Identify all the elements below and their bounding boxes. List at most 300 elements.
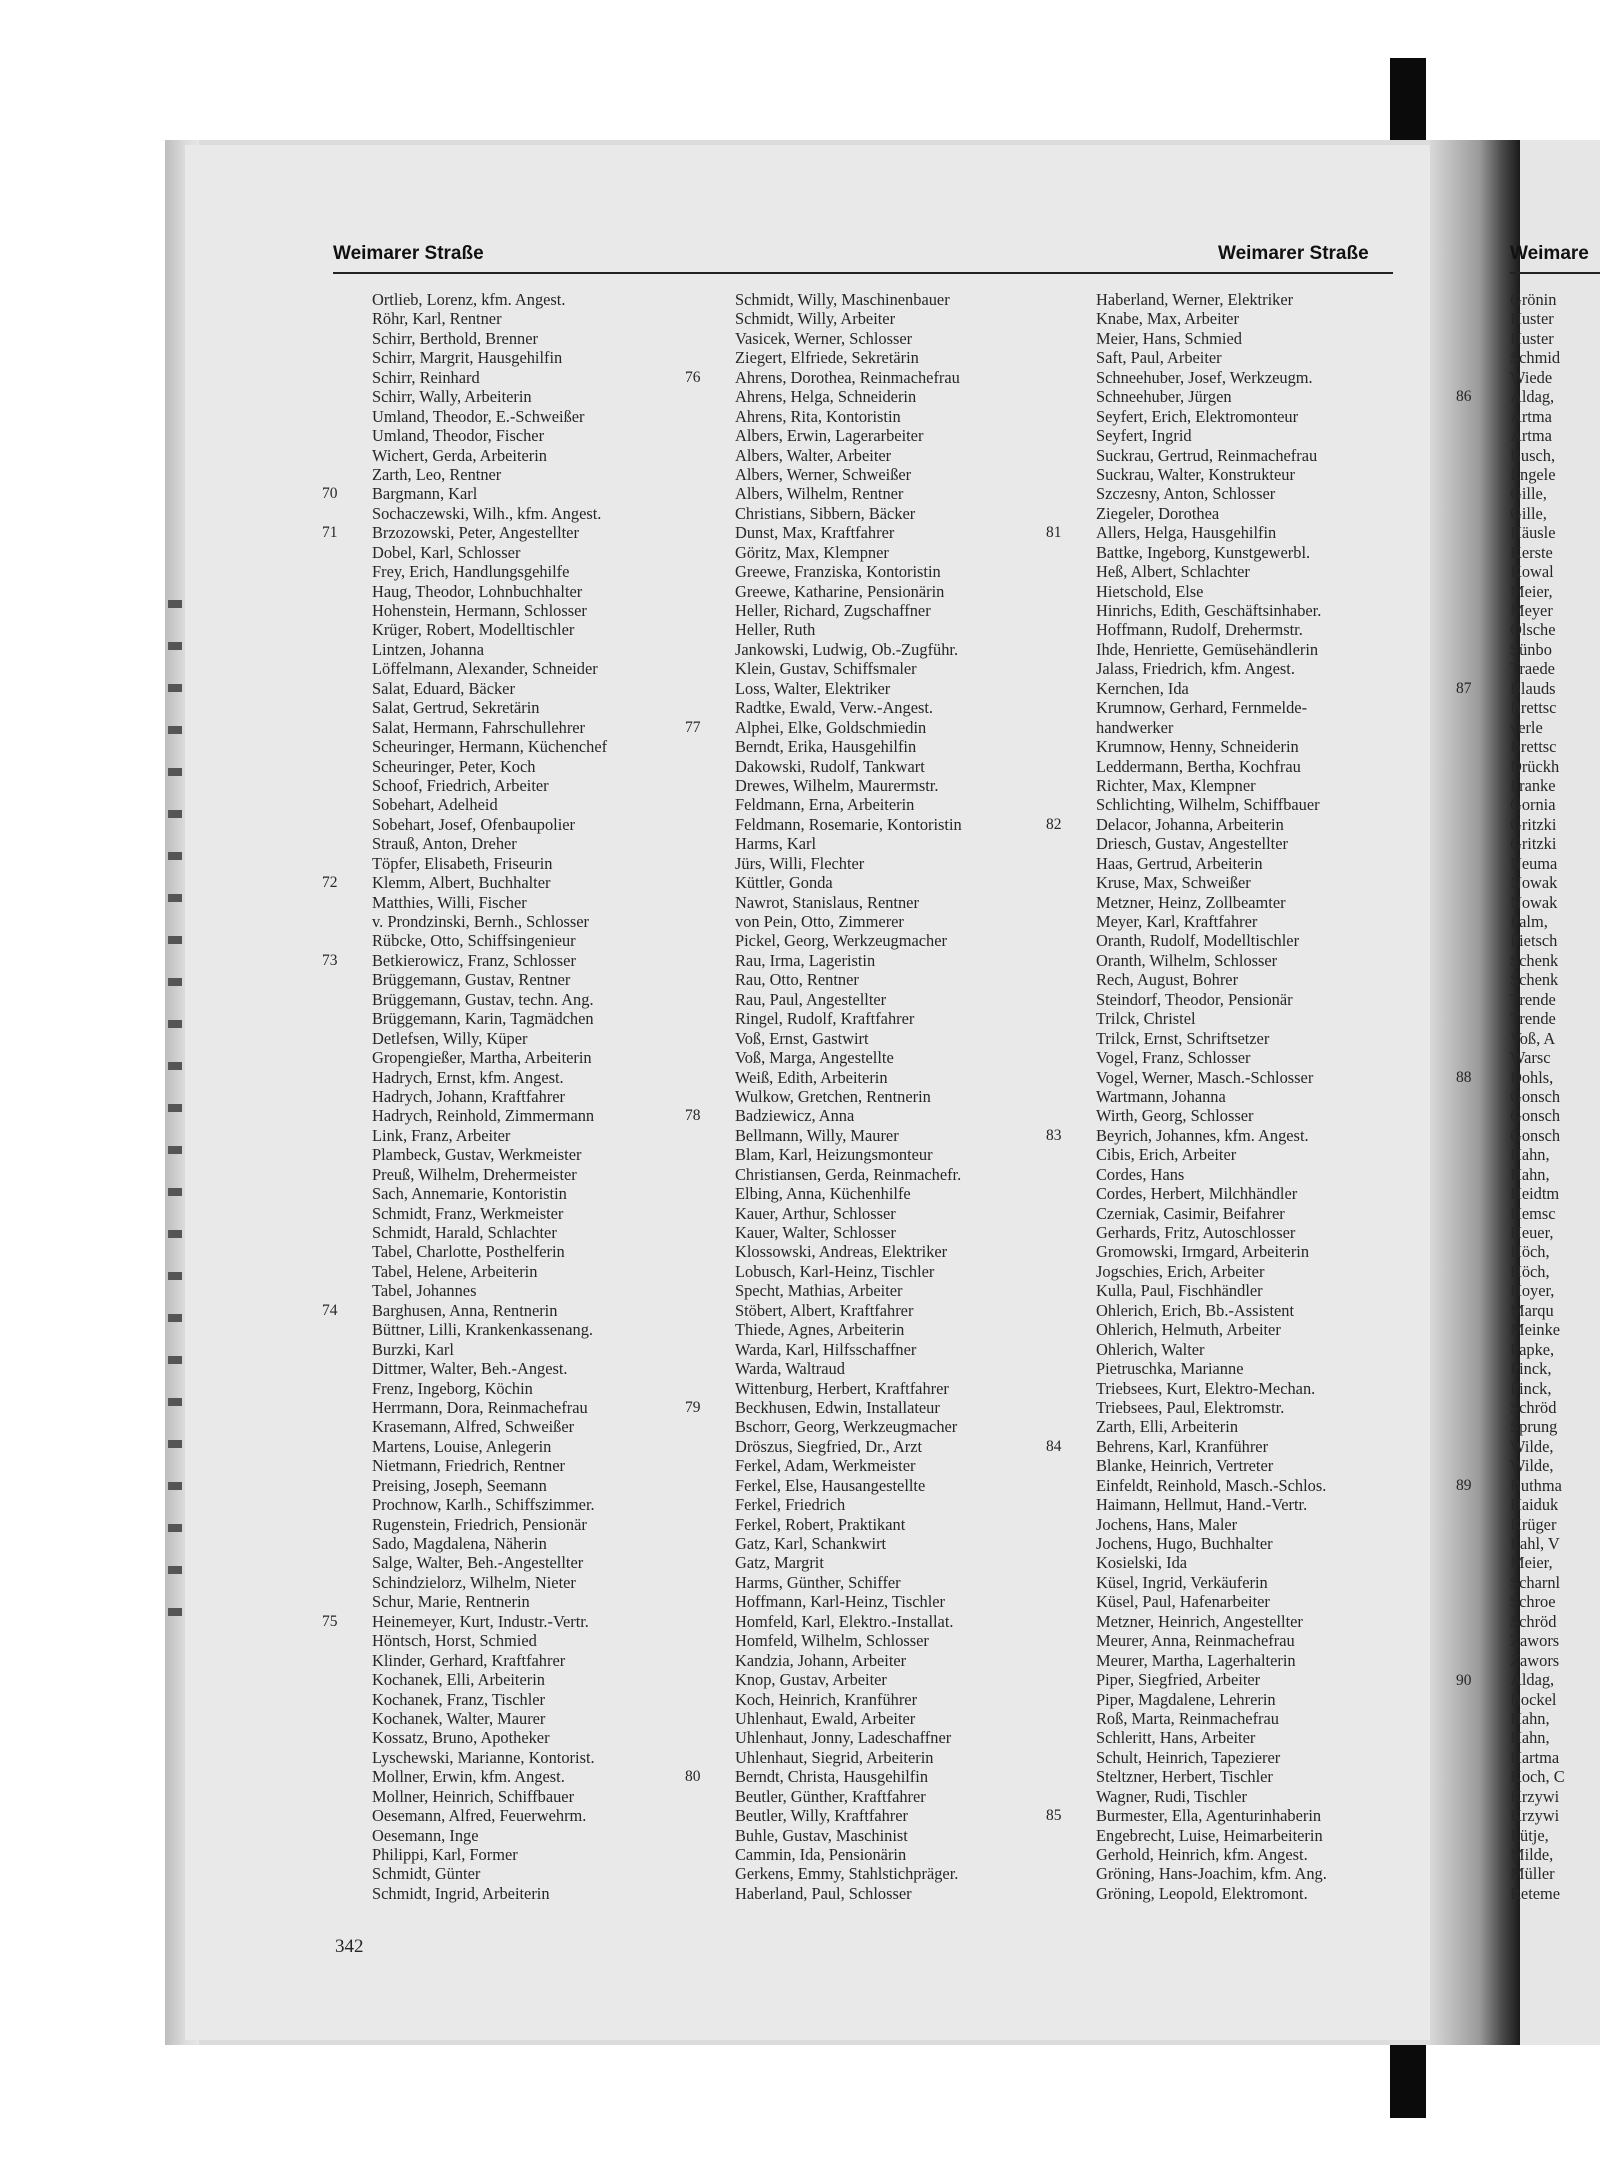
resident-entry-text: Blam, Karl, Heizungsmonteur bbox=[735, 1145, 933, 1165]
directory-entry bbox=[322, 1611, 742, 1631]
directory-entry bbox=[372, 1165, 742, 1184]
directory-entry bbox=[372, 1281, 742, 1300]
directory-entry bbox=[685, 1767, 1105, 1787]
resident-entry-text: Harms, Günther, Schiffer bbox=[735, 1572, 901, 1592]
directory-entry bbox=[1096, 679, 1466, 698]
next-page-entry bbox=[1510, 1048, 1600, 1067]
next-page-entry-text: Schenk bbox=[1510, 970, 1559, 990]
next-page-entry-text: Nowak bbox=[1510, 892, 1558, 912]
next-page-entry-text: Marqu bbox=[1510, 1300, 1554, 1320]
directory-entry bbox=[735, 387, 1105, 406]
next-page-entry bbox=[1510, 309, 1600, 328]
directory-entry bbox=[735, 1242, 1105, 1261]
directory-entry bbox=[1096, 446, 1466, 465]
directory-entry bbox=[735, 698, 1105, 717]
directory-entry bbox=[372, 582, 742, 601]
next-page-entry-text: Gonsch bbox=[1510, 1106, 1561, 1126]
directory-entry bbox=[372, 990, 742, 1009]
directory-entry bbox=[1046, 1436, 1466, 1456]
resident-entry-text: Jogschies, Erich, Arbeiter bbox=[1096, 1261, 1265, 1281]
directory-entry bbox=[735, 970, 1105, 989]
next-page-entry bbox=[1510, 1009, 1600, 1028]
resident-entry-text: Badziewicz, Anna bbox=[735, 1106, 855, 1126]
resident-entry-text: Vogel, Franz, Schlosser bbox=[1096, 1048, 1251, 1068]
next-page-entry bbox=[1510, 873, 1600, 892]
resident-entry-text: Matthies, Willi, Fischer bbox=[372, 892, 527, 912]
next-page-entry bbox=[1510, 1281, 1600, 1300]
directory-entry bbox=[1096, 659, 1466, 678]
resident-entry-text: Elbing, Anna, Küchenhilfe bbox=[735, 1184, 911, 1204]
resident-entry-text: Gatz, Karl, Schankwirt bbox=[735, 1534, 887, 1553]
resident-entry-text: Engebrecht, Luise, Heimarbeiterin bbox=[1096, 1825, 1323, 1845]
resident-entry-text: Schult, Heinrich, Tapezierer bbox=[1096, 1747, 1281, 1767]
resident-entry-text: Suckrau, Gertrud, Reinmachefrau bbox=[1096, 445, 1318, 465]
house-number: 78 bbox=[685, 1107, 701, 1125]
directory-entry bbox=[735, 1670, 1105, 1689]
resident-entry-text: Ortlieb, Lorenz, kfm. Angest. bbox=[372, 290, 566, 309]
directory-entry bbox=[1096, 1651, 1466, 1670]
directory-entry bbox=[735, 407, 1105, 426]
resident-entry-text: Richter, Max, Klempner bbox=[1096, 775, 1256, 795]
directory-entry bbox=[1096, 1767, 1466, 1786]
next-page-column bbox=[1510, 290, 1600, 1903]
directory-entry bbox=[372, 1884, 742, 1903]
resident-entry-text: Piper, Magdalene, Lehrerin bbox=[1096, 1689, 1276, 1709]
resident-entry-text: Harms, Karl bbox=[735, 834, 817, 854]
next-page-entry-text: Hemsc bbox=[1510, 1203, 1556, 1223]
directory-entry bbox=[735, 912, 1105, 931]
resident-entry-text: Kossatz, Bruno, Apotheker bbox=[372, 1728, 550, 1748]
directory-entry bbox=[735, 1087, 1105, 1106]
resident-entry-text: Cibis, Erich, Arbeiter bbox=[1096, 1145, 1237, 1165]
resident-entry-text: Gatz, Margrit bbox=[735, 1553, 824, 1573]
resident-entry-text: Gropengießer, Martha, Arbeiterin bbox=[372, 1048, 592, 1068]
house-number: 80 bbox=[685, 1768, 701, 1786]
directory-entry bbox=[735, 1262, 1105, 1281]
resident-entry-text: Hinrichs, Edith, Geschäftsinhaber. bbox=[1096, 601, 1322, 620]
resident-entry-text: Hadrych, Reinhold, Zimmermann bbox=[372, 1106, 595, 1126]
directory-entry bbox=[735, 1048, 1105, 1067]
directory-entry bbox=[1096, 718, 1466, 737]
directory-entry bbox=[685, 1106, 1105, 1126]
resident-entry-text: Heller, Richard, Zugschaffner bbox=[735, 601, 931, 620]
directory-entry bbox=[372, 1534, 742, 1553]
directory-entry bbox=[735, 1534, 1105, 1553]
resident-entry-text: Kandzia, Johann, Arbeiter bbox=[735, 1650, 907, 1670]
directory-entry bbox=[1096, 931, 1466, 950]
directory-entry bbox=[735, 795, 1105, 814]
directory-entry bbox=[1096, 1281, 1466, 1300]
directory-entry bbox=[1096, 698, 1466, 717]
resident-entry-text: Lobusch, Karl-Heinz, Tischler bbox=[735, 1261, 935, 1281]
next-page-entry bbox=[1510, 1534, 1600, 1553]
next-page-entry bbox=[1510, 1612, 1600, 1631]
resident-entry-text: Haas, Gertrud, Arbeiterin bbox=[1096, 853, 1263, 873]
next-page-entry-text: Huster bbox=[1510, 328, 1554, 348]
resident-entry-text: Cordes, Hans bbox=[1096, 1164, 1185, 1184]
resident-entry-text: Rübcke, Otto, Schiffsingenieur bbox=[372, 931, 576, 951]
resident-entry-text: Rau, Paul, Angestellter bbox=[735, 989, 887, 1009]
resident-entry-text: Schmidt, Willy, Arbeiter bbox=[735, 309, 896, 329]
next-page-entry-text: Brettsc bbox=[1510, 737, 1557, 757]
resident-entry-text: Bargmann, Karl bbox=[372, 484, 478, 504]
directory-column-3 bbox=[1046, 290, 1466, 1903]
house-number: 75 bbox=[322, 1612, 338, 1630]
directory-entry bbox=[372, 1242, 742, 1261]
directory-entry bbox=[735, 1184, 1105, 1203]
directory-entry bbox=[372, 1359, 742, 1378]
resident-entry-text: Salat, Gertrud, Sekretärin bbox=[372, 698, 540, 718]
resident-entry-text: Tabel, Helene, Arbeiterin bbox=[372, 1261, 538, 1281]
directory-entry bbox=[735, 1417, 1105, 1436]
resident-entry-text: Sado, Magdalena, Näherin bbox=[372, 1534, 547, 1553]
resident-entry-text: Sach, Annemarie, Kontoristin bbox=[372, 1184, 567, 1204]
next-page-entry bbox=[1510, 1495, 1600, 1514]
resident-entry-text: Kosielski, Ida bbox=[1096, 1553, 1188, 1573]
next-page-entry-text: Gritzki bbox=[1510, 814, 1557, 834]
directory-entry bbox=[735, 1320, 1105, 1339]
next-page-entry bbox=[1510, 1184, 1600, 1203]
resident-entry-text: handwerker bbox=[1096, 717, 1174, 737]
resident-entry-text: Schirr, Margrit, Hausgehilfin bbox=[372, 348, 563, 368]
resident-entry-text: Frenz, Ingeborg, Köchin bbox=[372, 1378, 533, 1398]
directory-entry bbox=[372, 1126, 742, 1145]
resident-entry-text: Meier, Hans, Schmied bbox=[1096, 328, 1242, 348]
resident-entry-text: Göritz, Max, Klempner bbox=[735, 542, 889, 562]
next-page-entry-text: Müller bbox=[1510, 1864, 1555, 1884]
resident-entry-text: Detlefsen, Willy, Küper bbox=[372, 1028, 528, 1048]
directory-entry bbox=[1096, 1690, 1466, 1709]
next-page-entry bbox=[1510, 1845, 1600, 1864]
directory-entry bbox=[735, 640, 1105, 659]
next-page-entry bbox=[1510, 776, 1600, 795]
directory-entry bbox=[1096, 1515, 1466, 1534]
next-page-entry bbox=[1510, 757, 1600, 776]
resident-entry-text: Pietruschka, Marianne bbox=[1096, 1359, 1244, 1379]
resident-entry-text: Schmidt, Willy, Maschinenbauer bbox=[735, 290, 950, 309]
resident-entry-text: Hoffmann, Karl-Heinz, Tischler bbox=[735, 1592, 946, 1612]
house-number: 82 bbox=[1046, 815, 1062, 833]
resident-entry-text: Ringel, Rudolf, Kraftfahrer bbox=[735, 1009, 915, 1029]
directory-entry bbox=[372, 679, 742, 698]
directory-entry bbox=[1096, 387, 1466, 406]
resident-entry-text: Knop, Gustav, Arbeiter bbox=[735, 1670, 887, 1690]
next-page-entry-text: Höch, bbox=[1510, 1242, 1550, 1262]
next-page-entry-text: Meier, bbox=[1510, 581, 1553, 601]
resident-entry-text: Vogel, Werner, Masch.-Schlosser bbox=[1096, 1067, 1314, 1087]
next-page-entry-text: Trende bbox=[1510, 989, 1556, 1009]
directory-entry bbox=[1096, 873, 1466, 892]
next-page-entry-text: Artma bbox=[1510, 426, 1552, 446]
resident-entry-text: Prochnow, Karlh., Schiffszimmer. bbox=[372, 1495, 595, 1515]
directory-entry bbox=[735, 504, 1105, 523]
next-page-entry bbox=[1510, 1359, 1600, 1378]
directory-entry bbox=[1096, 1184, 1466, 1203]
resident-entry-text: Beutler, Günther, Kraftfahrer bbox=[735, 1786, 926, 1806]
directory-entry bbox=[1096, 776, 1466, 795]
next-page-entry-text: Scharnl bbox=[1510, 1572, 1561, 1592]
directory-entry bbox=[735, 1145, 1105, 1164]
next-page-entry bbox=[1510, 1320, 1600, 1339]
directory-entry bbox=[1096, 990, 1466, 1009]
resident-entry-text: Uhlenhaut, Ewald, Arbeiter bbox=[735, 1708, 916, 1728]
resident-entry-text: Czerniak, Casimir, Beifahrer bbox=[1096, 1203, 1285, 1223]
directory-entry bbox=[372, 1573, 742, 1592]
directory-entry bbox=[1096, 543, 1466, 562]
directory-entry bbox=[1096, 1398, 1466, 1417]
resident-entry-text: Drewes, Wilhelm, Maurermstr. bbox=[735, 775, 939, 795]
directory-entry bbox=[372, 854, 742, 873]
next-page-entry-text: Hahn, bbox=[1510, 1728, 1550, 1748]
resident-entry-text: Warda, Waltraud bbox=[735, 1359, 845, 1379]
resident-entry-text: Pickel, Georg, Werkzeugmacher bbox=[735, 931, 947, 951]
next-page-entry-text: Gonsch bbox=[1510, 1125, 1561, 1145]
next-page-entry bbox=[1510, 465, 1600, 484]
resident-entry-text: Beyrich, Johannes, kfm. Angest. bbox=[1096, 1125, 1309, 1145]
header-rule bbox=[333, 272, 1393, 274]
resident-entry-text: Ferkel, Robert, Praktikant bbox=[735, 1514, 906, 1534]
next-page-entry-text: Schenk bbox=[1510, 950, 1559, 970]
resident-entry-text: Wulkow, Gretchen, Rentnerin bbox=[735, 1086, 931, 1106]
directory-entry bbox=[735, 776, 1105, 795]
resident-entry-text: Gerhards, Fritz, Autoschlosser bbox=[1096, 1223, 1296, 1242]
next-page-entry bbox=[1510, 1515, 1600, 1534]
directory-entry bbox=[1046, 523, 1466, 543]
directory-entry bbox=[1096, 1592, 1466, 1611]
next-page-entry-text: Haiduk bbox=[1510, 1495, 1559, 1515]
directory-entry bbox=[372, 776, 742, 795]
resident-entry-text: Burmester, Ella, Agenturinhaberin bbox=[1096, 1806, 1322, 1826]
next-page-entry-text: Heidtm bbox=[1510, 1184, 1560, 1204]
next-page-entry-text: Buthma bbox=[1510, 1475, 1562, 1495]
directory-entry bbox=[372, 309, 742, 328]
directory-entry bbox=[1096, 1631, 1466, 1650]
directory-entry bbox=[372, 1320, 742, 1339]
directory-entry bbox=[372, 504, 742, 523]
resident-entry-text: Scheuringer, Hermann, Küchenchef bbox=[372, 737, 608, 757]
directory-entry bbox=[372, 348, 742, 367]
resident-entry-text: Heller, Ruth bbox=[735, 620, 816, 640]
resident-entry-text: Jalass, Friedrich, kfm. Angest. bbox=[1096, 659, 1295, 679]
next-page-entry-text: Aldag, bbox=[1510, 1670, 1555, 1690]
resident-entry-text: Homfeld, Wilhelm, Schlosser bbox=[735, 1631, 929, 1651]
next-page-entry bbox=[1510, 1165, 1600, 1184]
next-page-entry-text: Schmid bbox=[1510, 348, 1561, 368]
directory-entry bbox=[735, 1651, 1105, 1670]
directory-entry bbox=[372, 815, 742, 834]
house-number: 83 bbox=[1046, 1126, 1062, 1144]
directory-entry bbox=[372, 795, 742, 814]
next-page-entry-text: Schröd bbox=[1510, 1611, 1557, 1631]
directory-entry bbox=[1096, 1534, 1466, 1553]
resident-entry-text: Meurer, Anna, Reinmachefrau bbox=[1096, 1631, 1295, 1651]
directory-entry bbox=[735, 931, 1105, 950]
next-page-house-number: 89 bbox=[1456, 1477, 1472, 1495]
directory-entry bbox=[1096, 1379, 1466, 1398]
next-page-entry bbox=[1510, 737, 1600, 756]
directory-entry bbox=[372, 1690, 742, 1709]
resident-entry-text: Christiansen, Gerda, Reinmachefr. bbox=[735, 1164, 962, 1184]
next-page-entry-text: Wilde, bbox=[1510, 1456, 1554, 1476]
resident-entry-text: Oesemann, Inge bbox=[372, 1825, 479, 1845]
house-number: 77 bbox=[685, 718, 701, 736]
directory-entry bbox=[1096, 1826, 1466, 1845]
directory-entry bbox=[322, 523, 742, 543]
directory-entry bbox=[372, 407, 742, 426]
next-page-entry-text: Kowal bbox=[1510, 562, 1554, 582]
directory-entry bbox=[735, 1612, 1105, 1631]
next-page-entry-text: Meyer bbox=[1510, 601, 1553, 620]
directory-entry bbox=[1096, 1068, 1466, 1087]
resident-entry-text: Dröszus, Siegfried, Dr., Arzt bbox=[735, 1436, 923, 1456]
resident-entry-text: Kruse, Max, Schweißer bbox=[1096, 873, 1251, 893]
directory-entry bbox=[735, 601, 1105, 620]
directory-entry bbox=[1096, 1709, 1466, 1728]
resident-entry-text: Philippi, Karl, Former bbox=[372, 1845, 518, 1864]
next-page-entry-text: Brettsc bbox=[1510, 698, 1557, 718]
next-page-entry-text: Krzywi bbox=[1510, 1806, 1560, 1826]
resident-entry-text: Rech, August, Bohrer bbox=[1096, 970, 1239, 990]
next-page-house-number: 88 bbox=[1456, 1069, 1472, 1086]
next-page-entry bbox=[1510, 368, 1600, 387]
directory-entry bbox=[1096, 1204, 1466, 1223]
resident-entry-text: Seyfert, Ingrid bbox=[1096, 426, 1192, 446]
resident-entry-text: Betkierowicz, Franz, Schlosser bbox=[372, 950, 576, 970]
street-header-right: Weimarer Straße bbox=[1218, 243, 1369, 264]
resident-entry-text: Löffelmann, Alexander, Schneider bbox=[372, 659, 598, 679]
next-page-entry-text: Drückh bbox=[1510, 756, 1560, 776]
directory-entry bbox=[1096, 620, 1466, 639]
resident-entry-text: Behrens, Karl, Kranführer bbox=[1096, 1436, 1269, 1456]
directory-entry bbox=[1096, 1612, 1466, 1631]
resident-entry-text: Gromowski, Irmgard, Arbeiterin bbox=[1096, 1242, 1310, 1262]
resident-entry-text: Einfeldt, Reinhold, Masch.-Schlos. bbox=[1096, 1475, 1327, 1495]
directory-entry bbox=[1096, 1884, 1466, 1903]
next-page-entry bbox=[1510, 484, 1600, 503]
directory-entry bbox=[735, 1029, 1105, 1048]
next-page-entry-text: Papke, bbox=[1510, 1339, 1555, 1359]
resident-entry-text: Roß, Marta, Reinmachefrau bbox=[1096, 1708, 1279, 1728]
directory-entry bbox=[372, 329, 742, 348]
directory-entry bbox=[1096, 893, 1466, 912]
resident-entry-text: Sobehart, Josef, Ofenbaupolier bbox=[372, 814, 576, 834]
resident-entry-text: Cammin, Ida, Pensionärin bbox=[735, 1845, 907, 1864]
directory-entry bbox=[372, 1145, 742, 1164]
resident-entry-text: Heinemeyer, Kurt, Industr.-Vertr. bbox=[372, 1611, 589, 1631]
resident-entry-text: Triebsees, Kurt, Elektro-Mechan. bbox=[1096, 1378, 1316, 1398]
directory-entry bbox=[322, 950, 742, 970]
directory-entry bbox=[735, 620, 1105, 639]
next-page-entry bbox=[1510, 795, 1600, 814]
resident-entry-text: Triebsees, Paul, Elektromstr. bbox=[1096, 1397, 1285, 1417]
directory-entry bbox=[372, 1826, 742, 1845]
next-page-entry-text: Bockel bbox=[1510, 1689, 1557, 1709]
directory-entry bbox=[1096, 1340, 1466, 1359]
directory-entry bbox=[735, 1845, 1105, 1864]
resident-entry-text: Krumnow, Henny, Schneiderin bbox=[1096, 737, 1299, 757]
next-page-entry bbox=[1510, 1884, 1600, 1903]
directory-entry bbox=[372, 1029, 742, 1048]
directory-entry bbox=[1096, 309, 1466, 328]
resident-entry-text: Ziegert, Elfriede, Sekretärin bbox=[735, 348, 919, 368]
next-page-house-number: 87 bbox=[1456, 680, 1472, 697]
next-page-entry-text: Lütje, bbox=[1510, 1825, 1549, 1845]
resident-entry-text: Ahrens, Dorothea, Reinmachefrau bbox=[735, 367, 960, 387]
resident-entry-text: Schmidt, Harald, Schlachter bbox=[372, 1223, 557, 1242]
resident-entry-text: Küsel, Paul, Hafenarbeiter bbox=[1096, 1592, 1270, 1612]
resident-entry-text: Koch, Heinrich, Kranführer bbox=[735, 1689, 918, 1709]
resident-entry-text: Oranth, Rudolf, Modelltischler bbox=[1096, 931, 1300, 951]
resident-entry-text: Alphei, Elke, Goldschmiedin bbox=[735, 717, 927, 737]
resident-entry-text: Suckrau, Walter, Konstrukteur bbox=[1096, 464, 1295, 484]
resident-entry-text: Zarth, Elli, Arbeiterin bbox=[1096, 1417, 1239, 1437]
directory-entry bbox=[1096, 465, 1466, 484]
resident-entry-text: Buhle, Gustav, Maschinist bbox=[735, 1825, 908, 1845]
directory-entry bbox=[322, 484, 742, 504]
next-page-entry-text: Artma bbox=[1510, 406, 1552, 426]
resident-entry-text: Brüggemann, Karin, Tagmädchen bbox=[372, 1009, 594, 1029]
next-page-entry bbox=[1510, 854, 1600, 873]
resident-entry-text: Kulla, Paul, Fischhändler bbox=[1096, 1281, 1263, 1301]
next-page-entry bbox=[1510, 698, 1600, 717]
next-page-entry-text: Meier, bbox=[1510, 1553, 1553, 1573]
next-page-entry bbox=[1510, 348, 1600, 367]
directory-entry bbox=[1096, 951, 1466, 970]
resident-entry-text: Meyer, Karl, Kraftfahrer bbox=[1096, 912, 1258, 931]
next-page-entry-text: Blauds bbox=[1510, 678, 1556, 698]
next-page-entry-text: Aldag, bbox=[1510, 387, 1555, 407]
resident-entry-text: Vasicek, Werner, Schlosser bbox=[735, 328, 913, 348]
next-page-entry bbox=[1510, 1670, 1600, 1689]
directory-entry bbox=[735, 1359, 1105, 1378]
directory-entry bbox=[1096, 484, 1466, 503]
next-page-entry bbox=[1510, 1631, 1600, 1650]
resident-entry-text: Küsel, Ingrid, Verkäuferin bbox=[1096, 1572, 1268, 1592]
next-page-entry-text: Hartma bbox=[1510, 1747, 1560, 1767]
directory-entry bbox=[735, 659, 1105, 678]
resident-entry-text: Haug, Theodor, Lohnbuchhalter bbox=[372, 581, 583, 601]
resident-entry-text: Greewe, Franziska, Kontoristin bbox=[735, 562, 941, 582]
directory-entry bbox=[1096, 1262, 1466, 1281]
resident-entry-text: Wittenburg, Herbert, Kraftfahrer bbox=[735, 1378, 949, 1398]
resident-entry-text: Nietmann, Friedrich, Rentner bbox=[372, 1456, 565, 1476]
resident-entry-text: Schirr, Reinhard bbox=[372, 367, 480, 387]
resident-entry-text: Schirr, Wally, Arbeiterin bbox=[372, 387, 532, 407]
next-page-entry-text: Nowak bbox=[1510, 873, 1558, 893]
directory-entry bbox=[372, 620, 742, 639]
next-page-entry-text: Grönin bbox=[1510, 290, 1557, 309]
resident-entry-text: Töpfer, Elisabeth, Friseurin bbox=[372, 853, 553, 873]
resident-entry-text: Saft, Paul, Arbeiter bbox=[1096, 348, 1222, 368]
resident-entry-text: Salat, Hermann, Fahrschullehrer bbox=[372, 717, 586, 737]
directory-entry bbox=[372, 1495, 742, 1514]
resident-entry-text: Meurer, Martha, Lagerhalterin bbox=[1096, 1650, 1296, 1670]
resident-entry-text: Delacor, Johanna, Arbeiterin bbox=[1096, 814, 1284, 834]
resident-entry-text: Driesch, Gustav, Angestellter bbox=[1096, 834, 1288, 854]
directory-entry bbox=[1096, 737, 1466, 756]
directory-entry bbox=[1096, 290, 1466, 309]
resident-entry-text: Seyfert, Erich, Elektromonteur bbox=[1096, 406, 1299, 426]
directory-entry bbox=[735, 1631, 1105, 1650]
directory-entry bbox=[685, 367, 1105, 387]
resident-entry-text: Frey, Erich, Handlungsgehilfe bbox=[372, 562, 570, 582]
next-page-entry bbox=[1510, 1592, 1600, 1611]
next-page-entry-text: Gille, bbox=[1510, 503, 1547, 523]
next-page-entry-text: Pinck, bbox=[1510, 1359, 1552, 1379]
directory-entry bbox=[1096, 407, 1466, 426]
directory-entry bbox=[735, 1456, 1105, 1475]
directory-entry bbox=[1096, 1476, 1466, 1495]
